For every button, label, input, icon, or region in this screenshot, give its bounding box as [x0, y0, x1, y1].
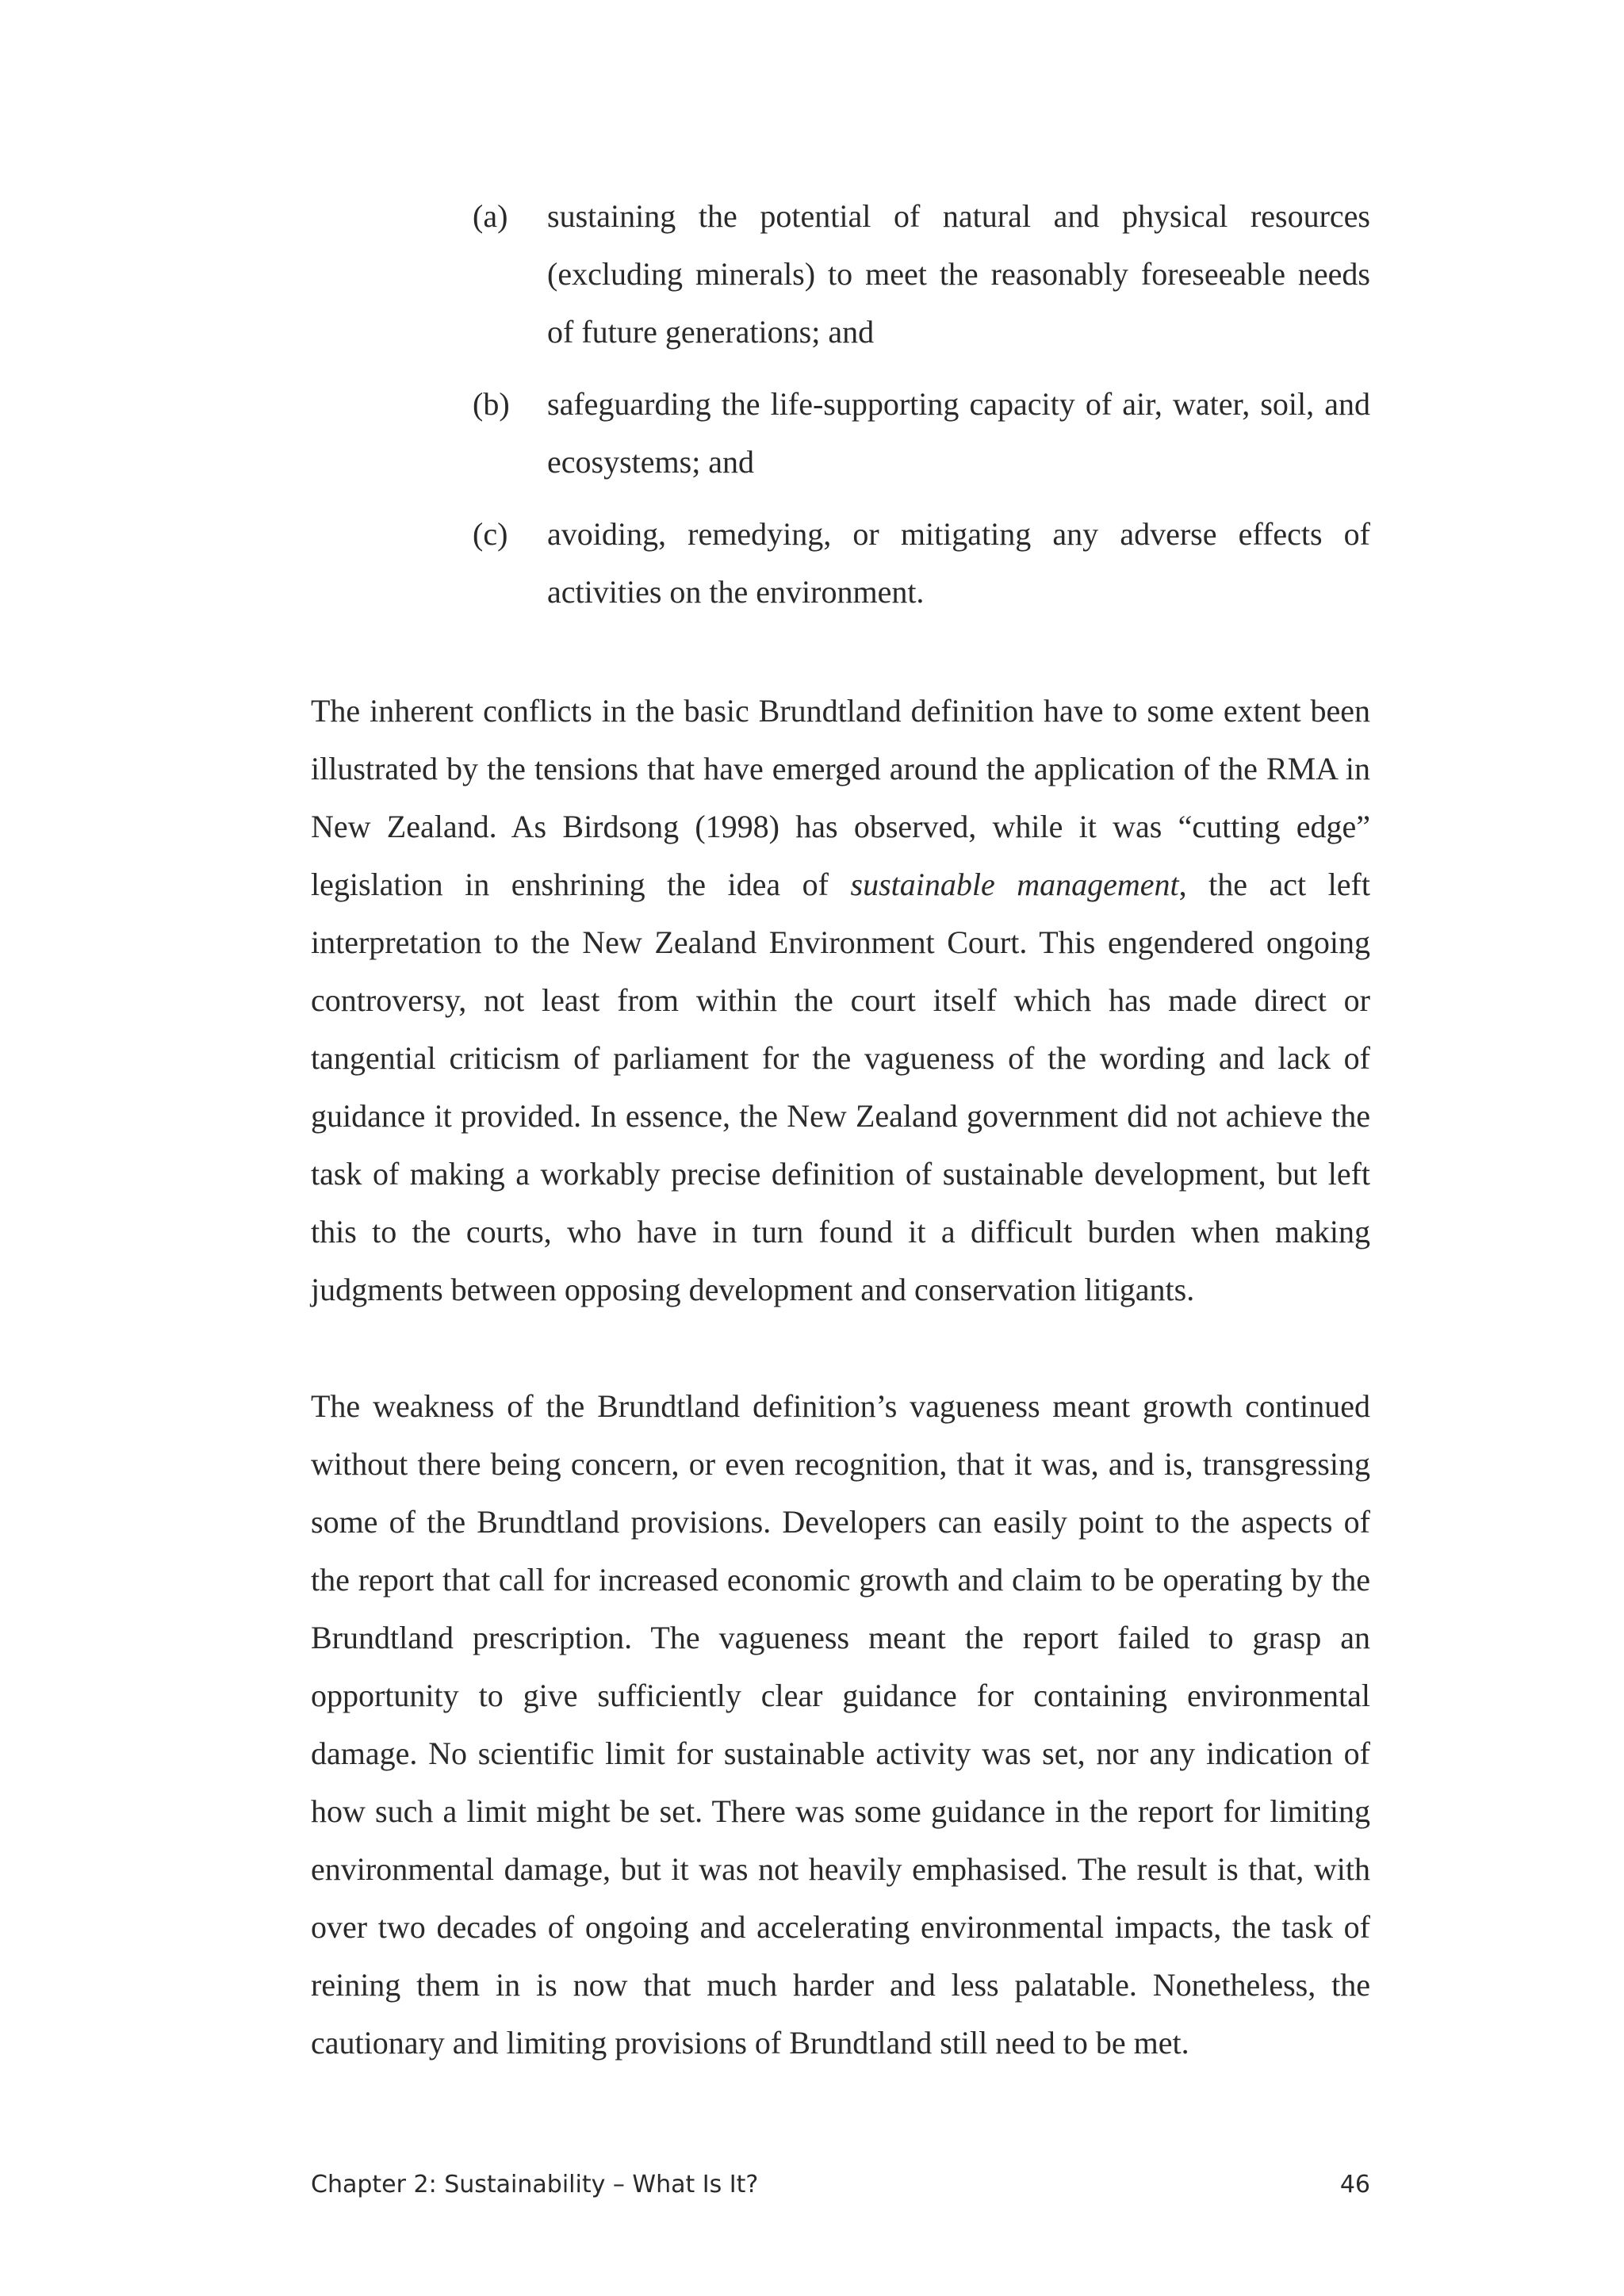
- body-paragraph-1: [311, 682, 1370, 1318]
- list-item: [473, 375, 1370, 491]
- paragraph-text: , the act left interpretation to the New Zealand Environment Court. This engendered ongoing controversy, not least from within the court itself which has made direct or tangential criticism of parliament for the vagueness of the wording and lack of guidance it provided. In essence, the New Zealand government did not achieve the task of making a workably precise definition of sustainable development, but left this to the courts, who have in turn found it a difficult burden when making judgments between opposing development and conservation litigants.: [311, 867, 1370, 1307]
- list-item: [473, 505, 1370, 621]
- list-item-text: avoiding, remedying, or mitigating any adverse effects of activities on the environment.: [547, 516, 1370, 610]
- list-item-label: (c): [473, 516, 508, 552]
- page-footer: [311, 2171, 1370, 2209]
- footer-chapter-title: Chapter 2: Sustainability – What Is It?: [311, 2171, 759, 2198]
- paragraph-text: The weakness of the Brundtland definition’s vagueness meant growth continued without there being concern, or even recognition, that it was, and is, transgressing some of the Brundtland provisions. Developers can easily point to the aspects of the report that call for increased economic growth and claim to be operating by the Brundtland prescription. The vagueness meant the report failed to grasp an opportunity to give sufficiently clear guidance for containing environmental damage. No scientific limit for sustainable activity was set, nor any indication of how such a limit might be set. There was some guidance in the report for limiting environmental damage, but it was not heavily emphasised. The result is that, with over two decades of ongoing and accelerating environmental impacts, the task of reining them in is now that much harder and less palatable. Nonetheless, the cautionary and limiting provisions of Brundtland still need to be met.: [311, 1388, 1370, 2061]
- legislation-list: [473, 187, 1370, 635]
- list-item: [473, 187, 1370, 361]
- list-item-text: safeguarding the life-supporting capacity of air, water, soil, and ecosystems; and: [547, 386, 1370, 480]
- body-paragraph-2: [311, 1377, 1370, 2072]
- list-item-label: (b): [473, 386, 510, 422]
- italic-term: sustainable management: [850, 867, 1179, 902]
- list-item-text: sustaining the potential of natural and physical resources (excluding minerals) to meet the reasonably foreseeable needs of future generations; and: [547, 198, 1370, 350]
- page-number: 46: [1339, 2171, 1370, 2198]
- paragraph-text: The inherent conflicts in the basic Brundtland definition have to some extent been illustrated by the tensions that have emerged around the application of the RMA in New Zealand. As Birdsong (1998) has observed, while it was “cutting edge” legislation in enshrining the idea of: [311, 693, 1370, 902]
- list-item-label: (a): [473, 198, 508, 234]
